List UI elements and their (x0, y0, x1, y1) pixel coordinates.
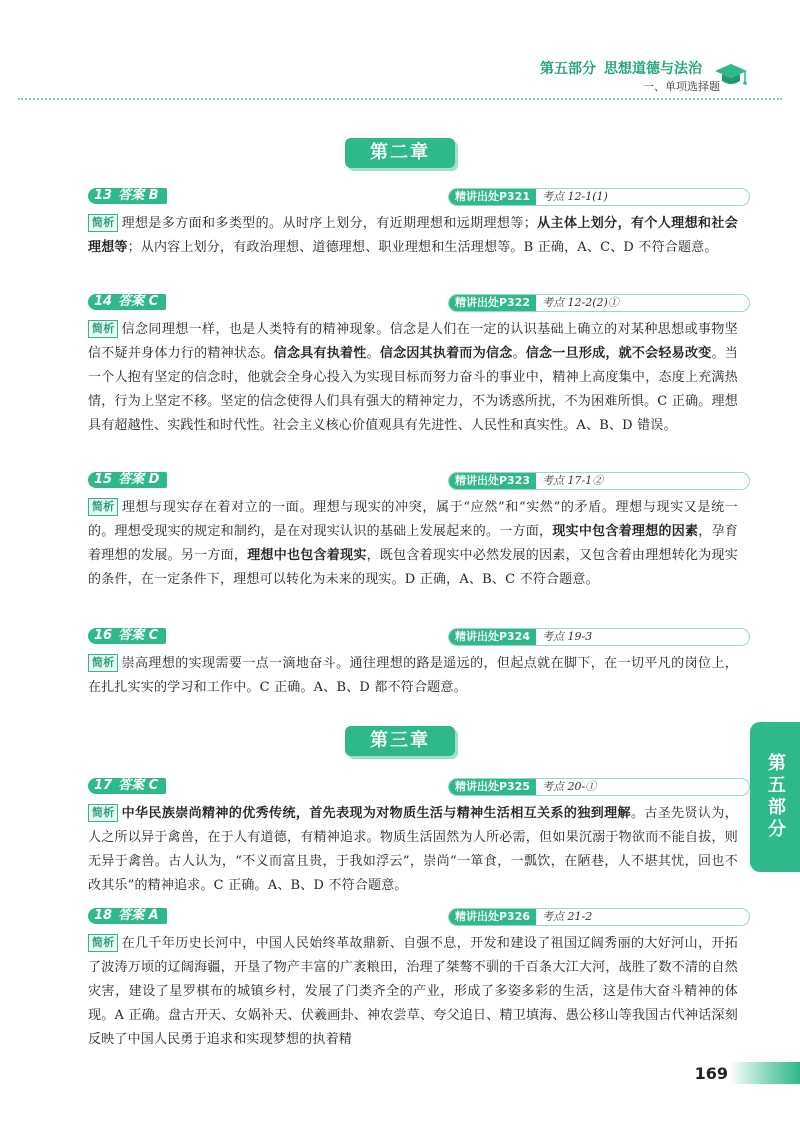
question-header (88, 626, 738, 648)
footer-bar (730, 1062, 800, 1084)
exam-point: 考点 20-① (542, 780, 597, 793)
bold-run: 信念因其执着而为信念 (379, 346, 513, 361)
question-number: 14 (94, 294, 113, 309)
question-header (88, 776, 738, 798)
header-part-title (540, 58, 702, 78)
analysis-tag: 简析 (88, 214, 118, 232)
chapter-heading-3: 第三章 (345, 726, 455, 756)
analysis-tag: 简析 (88, 320, 118, 338)
source-page: 精讲出处P321 (449, 189, 536, 205)
answer-label: 答案 D (118, 472, 160, 487)
answer-label: 答案 C (118, 778, 159, 793)
text-run: 。 (366, 346, 380, 361)
question-18 (88, 906, 738, 1052)
exam-point: 考点 21-2 (542, 910, 593, 923)
source-page: 精讲出处P326 (449, 909, 536, 925)
analysis-tag: 简析 (88, 804, 118, 822)
question-header (88, 470, 738, 492)
header-divider (18, 98, 782, 100)
exam-point: 考点 12-1(1) (542, 190, 608, 203)
analysis-tag: 简析 (88, 654, 118, 672)
answer-label: 答案 A (118, 908, 159, 923)
exam-point: 考点 17-1② (542, 474, 604, 487)
source-reference (448, 294, 750, 312)
answer-label: 答案 C (118, 628, 159, 643)
source-page: 精讲出处P325 (449, 779, 536, 795)
text-run: 。 (512, 346, 526, 361)
analysis-text (88, 652, 738, 700)
text-run: 。古圣先贤认为，人之所以异于禽兽，在于人有道德，有精神追求。物质生活固然为人所必需，但如果沉溺于物欲而不能自拔，则无异于禽兽。古人认为，“不义而富且贵，于我如浮云”，崇尚“一箪食，一瓢饮，在陋巷，人不堪其忧，回也不改其乐”的精神追求。C 正确。A、B、D 不符合题意。 (88, 806, 738, 893)
question-17 (88, 776, 738, 898)
text-run: ，孕育着理想的发展。另一方面， (88, 524, 738, 563)
question-number: 13 (94, 188, 113, 203)
analysis-tag: 简析 (88, 934, 118, 952)
part-side-tab: 第五部分 (750, 722, 800, 872)
source-reference (448, 908, 750, 926)
answer-label: 答案 B (118, 188, 159, 203)
source-page: 精讲出处P323 (449, 473, 536, 489)
analysis-text (88, 802, 738, 898)
bold-run: 中华民族崇尚精神的优秀传统，首先表现为对物质生活与精神生活相互关系的独到理解 (121, 806, 631, 821)
header-subject-label: 思想道德与法治 (604, 61, 702, 77)
analysis-text (88, 318, 738, 438)
question-15 (88, 470, 738, 592)
exam-point: 考点 12-2(2)① (542, 296, 619, 309)
exam-point: 考点 19-3 (542, 630, 593, 643)
analysis-text (88, 496, 738, 592)
question-number-badge (88, 908, 167, 924)
question-number: 16 (94, 628, 113, 643)
header-part-label: 第五部分 (540, 61, 596, 77)
source-page: 精讲出处P322 (449, 295, 536, 311)
question-14 (88, 292, 738, 438)
question-header (88, 906, 738, 928)
bold-run: 理想中也包含着现实 (247, 548, 367, 563)
text-run: ，既包含着现实中必然发展的因素，又包含着由理想转化为现实的条件，在一定条件下，理想可以转化为未来的现实。D 正确，A、B、C 不符合题意。 (88, 548, 738, 587)
question-header (88, 186, 738, 208)
source-reference (448, 778, 750, 796)
question-number-badge (88, 778, 166, 794)
question-13 (88, 186, 738, 260)
text-run: ；从内容上划分，有政治理想、道德理想、职业理想和生活理想等。B 正确，A、C、D 不符合题意。 (127, 240, 718, 255)
question-16 (88, 626, 738, 700)
text-run: 在几千年历史长河中，中国人民始终革故鼎新、自强不息，开发和建设了祖国辽阔秀丽的大好河山，开拓了波涛万顷的辽阔海疆，开垦了物产丰富的广袤粮田，治理了桀骜不驯的千百条大江大河，战胜了数不清的自然灾害，建设了星罗棋布的城镇乡村，发展了门类齐全的产业，形成了多姿多彩的生活，这是伟大奋斗精神的体现。A 正确。盘古开天、女娲补天、伏羲画卦、神农尝草、夸父追日、精卫填海、愚公移山等我国古代神话深刻反映了中国人民勇于追求和实现梦想的执着精 (88, 936, 738, 1047)
question-number: 15 (94, 472, 113, 487)
question-number: 17 (94, 778, 113, 793)
header-section-label: 一、单项选择题 (643, 80, 720, 93)
bold-run: 信念一旦形成，就不会轻易改变 (525, 346, 712, 361)
answer-label: 答案 C (118, 294, 159, 309)
page-header (0, 0, 800, 100)
text-run: 理想是多方面和多类型的。从时序上划分，有近期理想和远期理想等； (121, 216, 537, 231)
text-run: 信念同理想一样，也是人类特有的精神现象。信念是人们在一定的认识基础上确立的对某种思想或事物坚信不疑并身体力行的精神状态。 (88, 322, 738, 361)
graduation-cap-icon (714, 60, 748, 90)
chapter-heading-2: 第二章 (345, 138, 455, 168)
source-reference (448, 188, 750, 206)
source-reference (448, 628, 750, 646)
question-number-badge (88, 472, 167, 488)
question-number-badge (88, 628, 166, 644)
source-page: 精讲出处P324 (449, 629, 536, 645)
analysis-text (88, 932, 738, 1052)
bold-run: 现实中包含着理想的因素 (552, 524, 699, 539)
bold-run: 信念具有执着性 (273, 346, 367, 361)
question-number-badge (88, 294, 166, 310)
text-run: 崇高理想的实现需要一点一滴地奋斗。通往理想的路是遥远的，但起点就在脚下，在一切平凡的岗位上，在扎扎实实的学习和工作中。C 正确。A、B、D 都不符合题意。 (88, 656, 738, 695)
question-number-badge (88, 188, 167, 204)
page-number: 169 (694, 1064, 728, 1083)
question-header (88, 292, 738, 314)
bold-run: 从主体上划分，有个人理想和社会理想等 (88, 216, 738, 255)
analysis-tag: 简析 (88, 498, 118, 516)
text-run: 。当一个人抱有坚定的信念时，他就会全身心投入为实现目标而努力奋斗的事业中，精神上高度集中，态度上充满热情，行为上坚定不移。坚定的信念使得人们具有强大的精神定力，不为诱惑所扰，不为困难所惧。C 正确。理想具有超越性、实践性和时代性。社会主义核心价值观具有先进性、人民性和真实性。A、B、D 错误。 (88, 346, 738, 433)
text-run: 理想与现实存在着对立的一面。理想与现实的冲突，属于“应然”和“实然”的矛盾。理想与现实又是统一的。理想受现实的规定和制约，是在对现实认识的基础上发展起来的。一方面， (88, 500, 738, 539)
analysis-text (88, 212, 738, 260)
question-number: 18 (94, 908, 113, 923)
source-reference (448, 472, 750, 490)
